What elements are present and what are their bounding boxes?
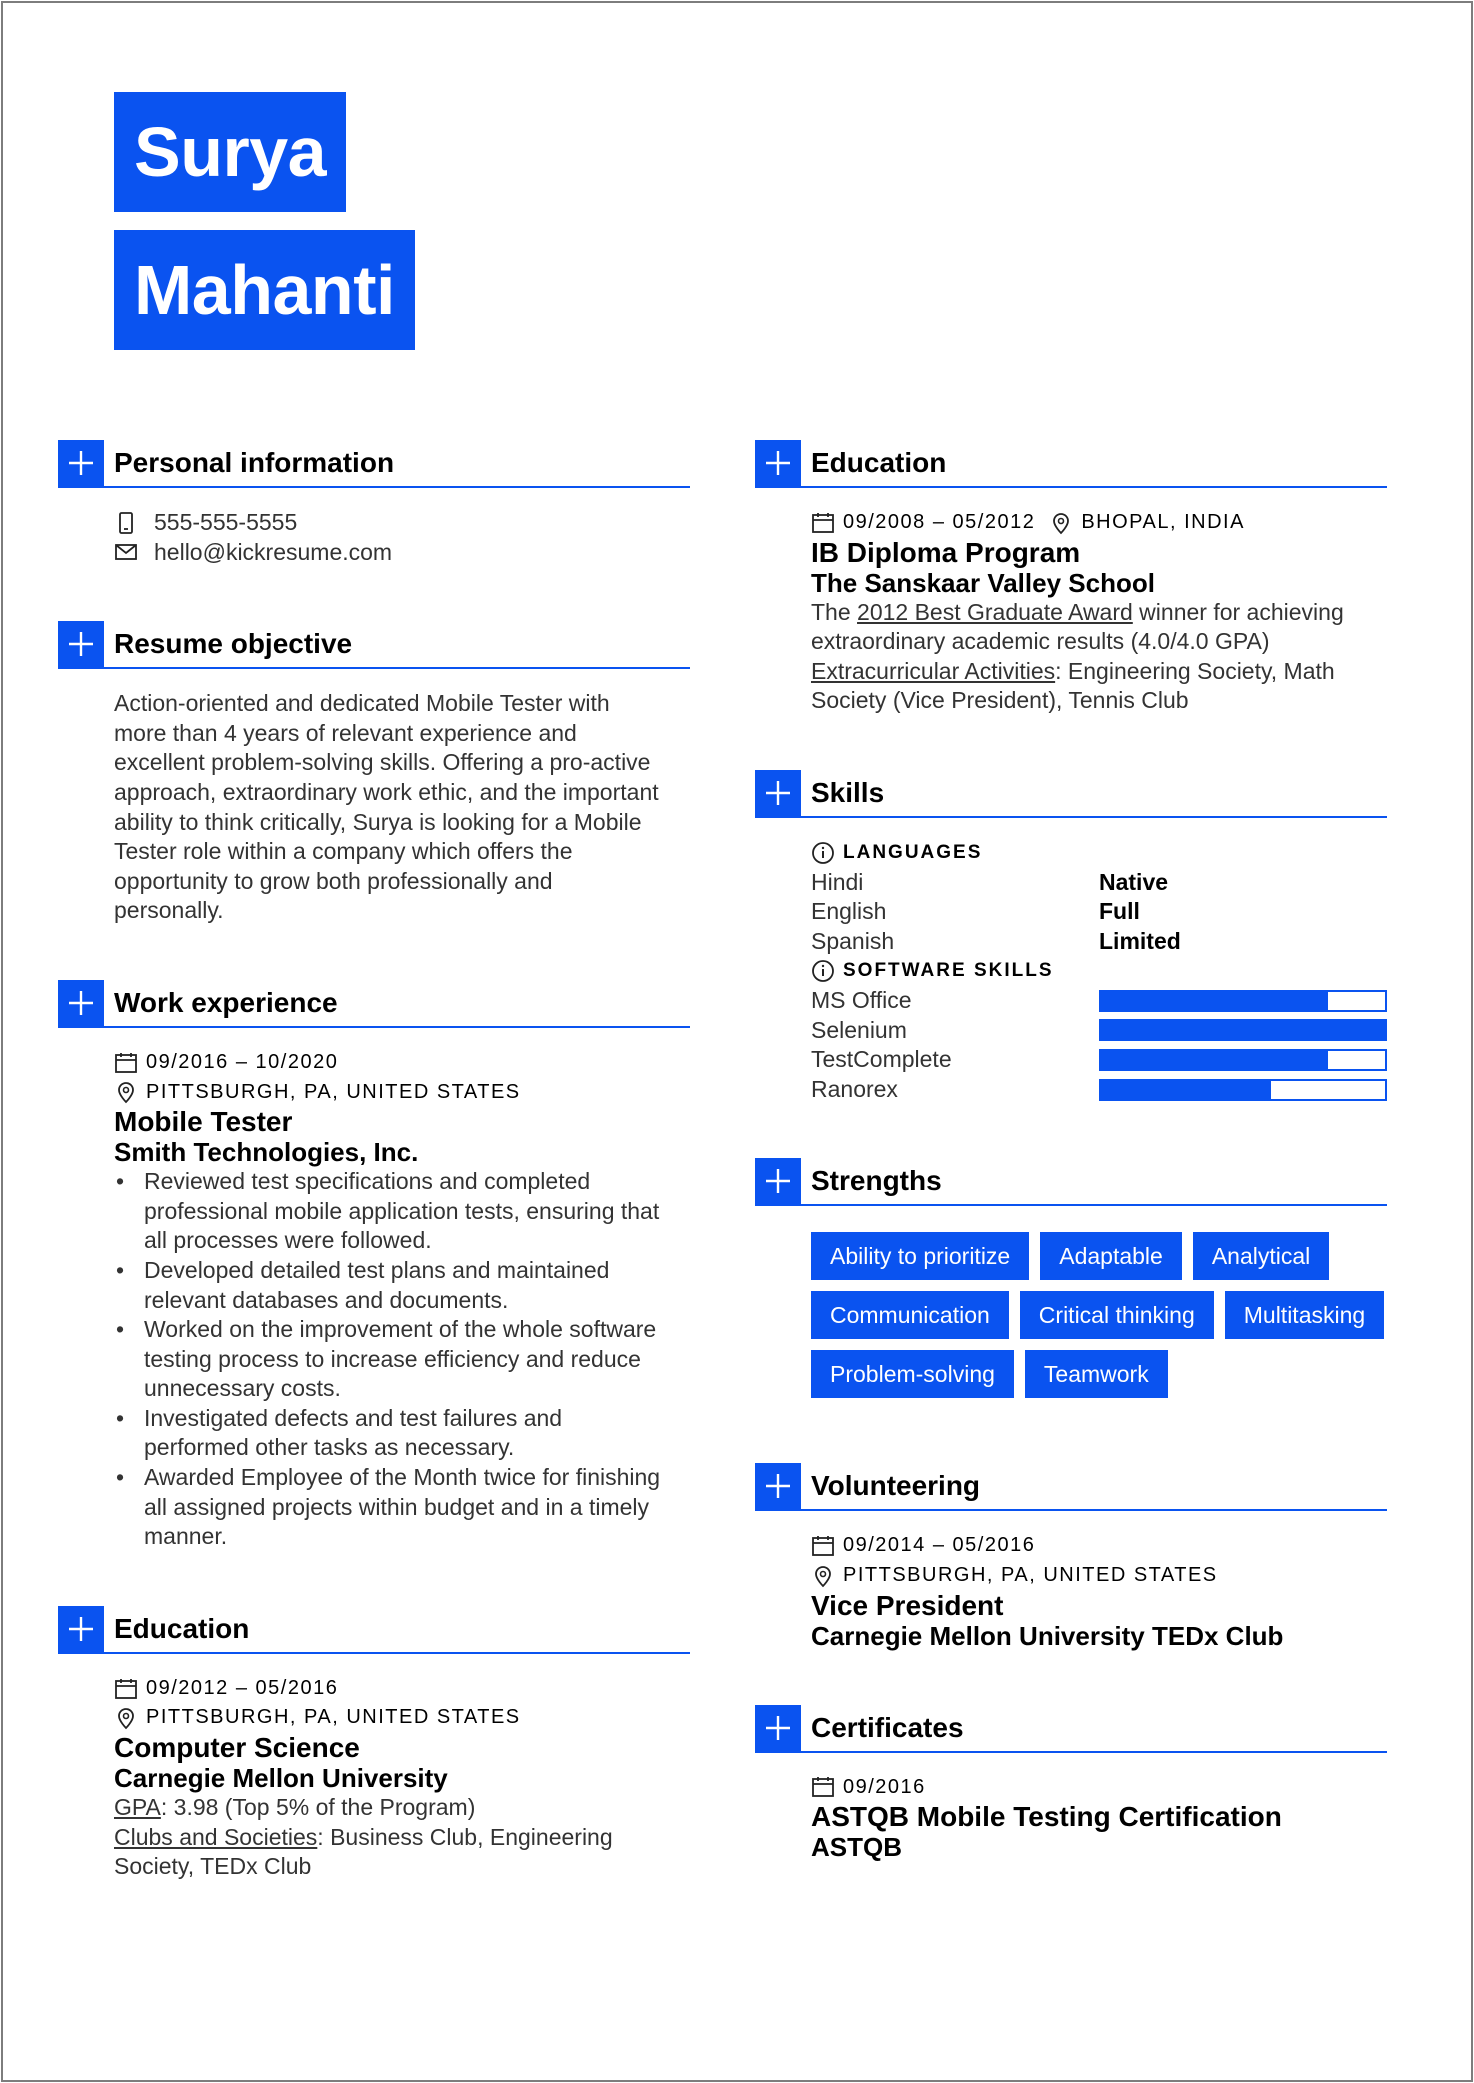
skill-level-fill [1101,1021,1385,1039]
mail-icon [114,540,138,564]
section-header [755,770,1387,818]
activities-line: Extracurricular Activities: Engineering Society, Math [811,657,1335,684]
plus-icon[interactable] [58,1606,104,1652]
list-item: • Developed detailed test plans and maintained relevant databases and documents. [114,1256,690,1315]
location: PITTSBURGH, PA, UNITED STATES [811,1561,1387,1591]
section-title: Volunteering [811,1470,981,1502]
plus-icon[interactable] [755,1463,801,1509]
degree-title: Computer Science [114,1732,360,1764]
company-name: Smith Technologies, Inc. [114,1137,419,1168]
section-title: Education [114,1612,250,1644]
program-title: IB Diploma Program [811,536,1081,568]
objective-line: personally. [114,897,224,924]
info-icon [811,959,835,983]
info-icon [811,841,835,865]
software-skill-row: Selenium [811,1016,1387,1046]
strength-tag: Critical thinking [1020,1291,1214,1339]
date-range: 09/2012 – 05/2016 [114,1674,690,1704]
objective-line: opportunity to grow both professionally and [114,867,553,894]
last-name: Mahanti [114,230,415,350]
plus-icon[interactable] [58,980,104,1026]
strength-tag: Analytical [1193,1232,1329,1280]
gpa-line: GPA: 3.98 (Top 5% of the Program) [114,1794,476,1821]
strength-tag: Adaptable [1040,1232,1182,1280]
work-experience-section [58,980,690,1552]
email-address[interactable]: hello@kickresume.com [154,538,393,565]
section-title: Strengths [811,1165,942,1197]
resume-objective-section [58,621,690,926]
location-pin-icon [1049,511,1073,535]
email [114,538,690,568]
phone-number: 555-555-5555 [154,509,298,535]
calendar-icon [811,511,835,535]
section-header [755,1158,1387,1206]
strength-tag: Ability to prioritize [811,1232,1029,1280]
plus-icon[interactable] [755,1158,801,1204]
list-item: • Reviewed test specifications and completed professional mobile application tests, ensuring that all processes were followed. [114,1167,690,1256]
languages-heading: LANGUAGES [811,838,1387,868]
certificates-section [755,1705,1387,1863]
award-line: extraordinary academic results (4.0/4.0 GPA) [811,628,1270,655]
date-range: 09/2016 – 10/2020 [114,1048,690,1078]
skill-level-bar [1099,990,1387,1012]
location-pin-icon [114,1080,138,1104]
objective-line: excellent problem-solving skills. Offering a pro-active [114,749,651,776]
skill-level-bar [1099,1079,1387,1101]
phone [114,508,690,538]
location: PITTSBURGH, PA, UNITED STATES [114,1078,690,1108]
objective-line: Tester role within a company which offers the [114,838,573,865]
job-title: Mobile Tester [114,1106,293,1138]
right-column [755,440,1387,1916]
location: PITTSBURGH, PA, UNITED STATES [114,1703,690,1733]
skill-level-fill [1101,1051,1328,1069]
section-header [58,440,690,488]
volunteer-role: Vice President [811,1589,1004,1621]
organization-name: Carnegie Mellon University TEDx Club [811,1620,1284,1651]
school-name: The Sanskaar Valley School [811,567,1155,598]
strength-tags [811,1232,1411,1409]
location-pin-icon [811,1564,835,1588]
section-header [755,1705,1387,1753]
software-skills-heading: SOFTWARE SKILLS [811,956,1387,986]
objective-line: approach, extraordinary work ethic, and the important [114,778,659,805]
section-title: Personal information [114,447,395,478]
first-name: Surya [114,92,346,212]
education-section [755,440,1387,716]
section-header [58,980,690,1028]
calendar-icon [114,1051,138,1075]
certificate-name: ASTQB Mobile Testing Certification [811,1801,1282,1833]
software-skill-row: Ranorex [811,1075,1387,1105]
skills-section [755,770,1387,1104]
location-pin-icon [114,1706,138,1730]
education-section [58,1606,690,1882]
activities-line: Society (Vice President), Tennis Club [811,687,1189,714]
section-header [755,1463,1387,1511]
date-location: 09/2008 – 05/2012 BHOPAL, INDIA [811,508,1387,538]
strength-tag: Teamwork [1025,1350,1168,1398]
plus-icon[interactable] [755,770,801,816]
personal-information-section [58,440,690,567]
strengths-section [755,1158,1387,1409]
section-title: Education [811,447,947,478]
objective-line: Action-oriented and dedicated Mobile Tester with [114,690,610,717]
date: 09/2016 [811,1773,1387,1803]
section-header [58,621,690,669]
objective-line: ability to think critically, Surya is looking for a Mobile [114,808,642,835]
section-header [58,1606,690,1654]
skill-level-bar [1099,1019,1387,1041]
list-item: • Awarded Employee of the Month twice for finishing all assigned projects within budget and in a timely manner. [114,1463,690,1552]
calendar-icon [114,1677,138,1701]
section-title: Work experience [114,986,338,1018]
strength-tag: Multitasking [1225,1291,1384,1339]
clubs-line: Society, TEDx Club [114,1853,312,1880]
objective-line: more than 4 years of relevant experience and [114,719,577,746]
language-row: Hindi Native [811,868,1169,895]
volunteering-section [755,1463,1387,1650]
date-range: 09/2014 – 05/2016 [811,1531,1387,1561]
section-title: Certificates [811,1711,964,1743]
section-title: Resume objective [114,628,353,660]
left-column [58,440,690,1936]
language-row: Spanish Limited [811,928,1181,955]
list-item: • Investigated defects and test failures and performed other tasks as necessary. [114,1404,690,1463]
award-line: The 2012 Best Graduate Award winner for achieving [811,598,1344,625]
skill-level-bar [1099,1049,1387,1071]
language-row: English Full [811,898,1140,925]
plus-icon[interactable] [58,621,104,667]
skill-level-fill [1101,992,1328,1010]
phone-icon [114,511,138,535]
plus-icon[interactable] [755,1705,801,1751]
plus-icon[interactable] [755,440,801,486]
strength-tag: Communication [811,1291,1009,1339]
calendar-icon [811,1775,835,1799]
skill-level-fill [1101,1081,1271,1099]
list-item: • Worked on the improvement of the whole software testing process to increase efficiency and reduce unnecessary costs. [114,1315,690,1404]
plus-icon[interactable] [58,440,104,486]
school-name: Carnegie Mellon University [114,1763,448,1794]
strength-tag: Problem-solving [811,1350,1014,1398]
software-skill-row: TestComplete [811,1045,1387,1075]
software-skill-row: MS Office [811,986,1387,1016]
section-header [755,440,1387,488]
certificate-issuer: ASTQB [811,1832,902,1863]
clubs-line: Clubs and Societies: Business Club, Engineering [114,1823,613,1850]
responsibilities-list [114,1167,690,1552]
section-title: Skills [811,776,885,808]
calendar-icon [811,1534,835,1558]
